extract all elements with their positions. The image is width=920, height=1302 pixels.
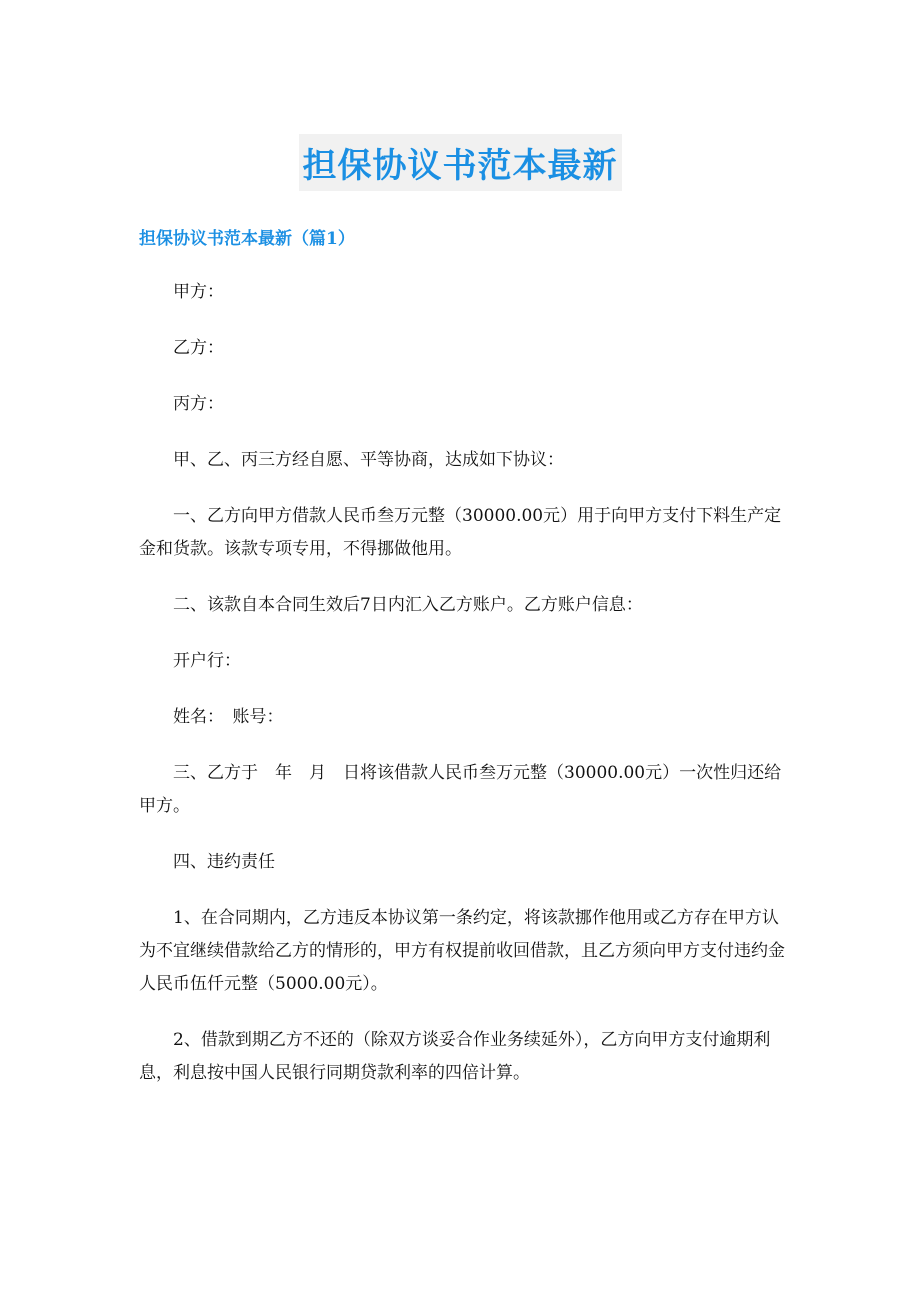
paragraph-party-b: 乙方：	[173, 338, 224, 358]
document-body	[139, 276, 789, 1113]
paragraph-clause-4-heading: 四、违约责任	[173, 852, 275, 872]
paragraph-breach-1: 1、在合同期内，乙方违反本协议第一条约定，将该款挪作他用或乙方存在甲方认为不宜继续借款给乙方的情形的，甲方有权提前收回借款，且乙方须向甲方支付违约金人民币伍仟元整（5000.00元）。	[139, 908, 785, 994]
paragraph-agreement-intro: 甲、乙、丙三方经自愿、平等协商，达成如下协议：	[173, 450, 564, 470]
section-heading: 担保协议书范本最新（篇1）	[139, 229, 355, 249]
document-title: 担保协议书范本最新	[299, 134, 622, 191]
paragraph-clause-2: 二、该款自本合同生效后7日内汇入乙方账户。乙方账户信息：	[173, 595, 643, 615]
paragraph-breach-2: 2、借款到期乙方不还的（除双方谈妥合作业务续延外），乙方向甲方支付逾期利息，利息按中国人民银行同期贷款利率的四倍计算。	[139, 1030, 771, 1083]
paragraph-party-a: 甲方：	[173, 282, 224, 302]
paragraph-account-name: 姓名： 账号：	[173, 707, 284, 727]
title-container	[0, 134, 920, 191]
paragraph-clause-3: 三、乙方于 年 月 日将该借款人民币叁万元整（30000.00元）一次性归还给甲方。	[139, 763, 782, 816]
paragraph-clause-1: 一、乙方向甲方借款人民币叁万元整（30000.00元）用于向甲方支付下料生产定金和货款。该款专项专用，不得挪做他用。	[139, 506, 782, 559]
paragraph-party-c: 丙方：	[173, 394, 224, 414]
paragraph-bank: 开户行：	[173, 651, 241, 671]
